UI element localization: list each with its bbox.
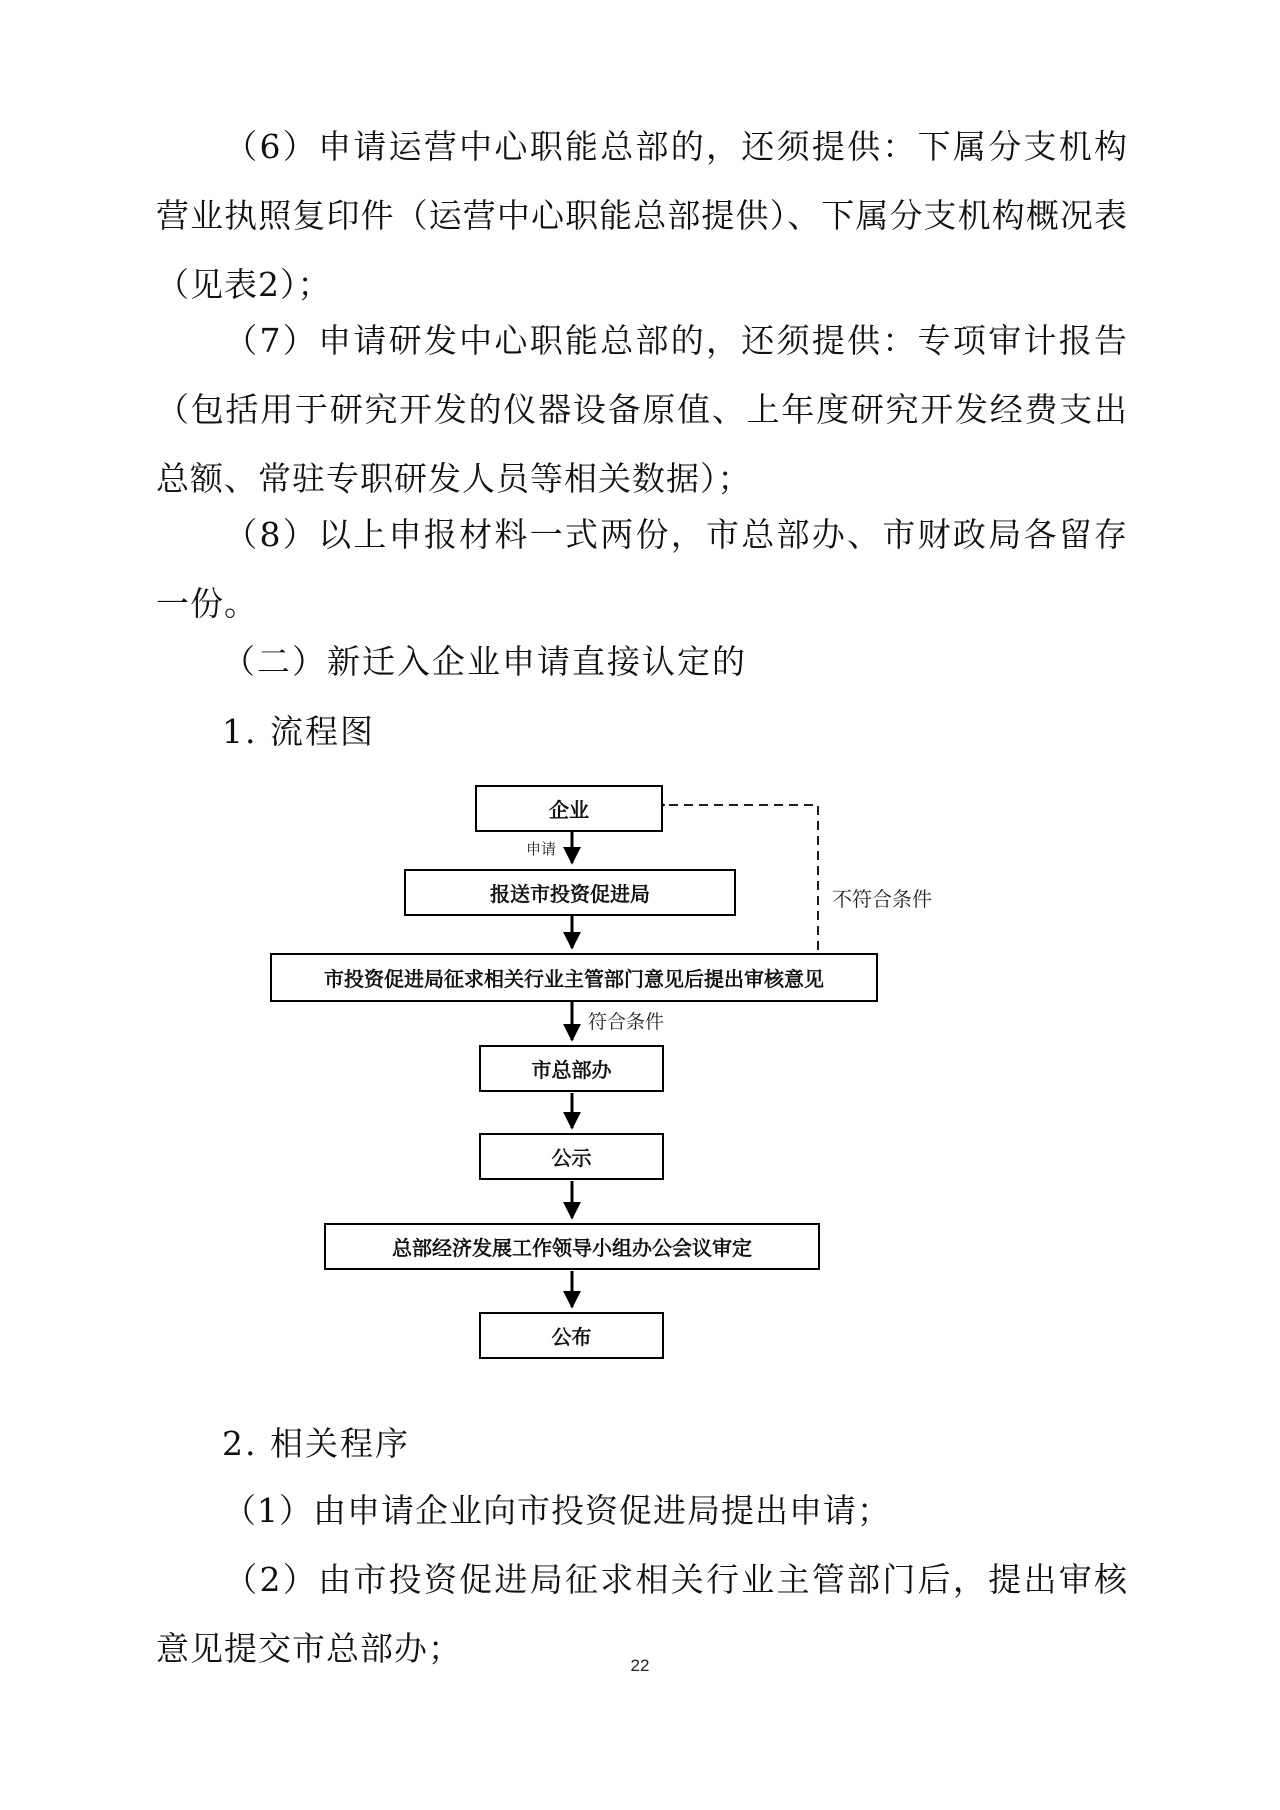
flow-box-review: 市投资促进局征求相关行业主管部门意见后提出审核意见 [270, 953, 878, 1002]
subsection-title-procedure: 2. 相关程序 [222, 1424, 410, 1463]
subsection-title-flowchart: 1. 流程图 [222, 712, 375, 751]
flow-box-hq-office: 市总部办 [479, 1045, 664, 1092]
flow-box-publicity: 公示 [479, 1133, 664, 1180]
flow-label-not-qualified: 不符合条件 [832, 887, 932, 911]
paragraph-text: （6）申请运营中心职能总部的，还须提供：下属分支机构营业执照复印件（运营中心职能总部提供）、下属分支机构概况表（见表2）； [156, 127, 1128, 304]
flow-label-apply: 申请 [526, 840, 557, 858]
procedure-step-1 [156, 1476, 1128, 1545]
flow-box-meeting: 总部经济发展工作领导小组办公会议审定 [324, 1223, 820, 1270]
flow-box-enterprise: 企业 [475, 785, 663, 832]
flow-box-submit: 报送市投资促进局 [404, 869, 736, 916]
procedure-text: （1）由申请企业向市投资促进局提出申请； [223, 1491, 891, 1530]
section-title: （二）新迁入企业申请直接认定的 [222, 642, 747, 681]
flow-box-publish: 公布 [479, 1312, 664, 1359]
flow-label-qualified: 符合条件 [588, 1011, 665, 1033]
paragraph-text: （7）申请研发中心职能总部的，还须提供：专项审计报告（包括用于研究开发的仪器设备原值、上年度研究开发经费支出总额、常驻专职研发人员等相关数据）； [156, 321, 1128, 498]
page-number: 22 [630, 1656, 650, 1675]
procedure-text: （2）由市投资促进局征求相关行业主管部门后，提出审核意见提交市总部办； [156, 1560, 1128, 1668]
paragraph-text: （8）以上申报材料一式两份，市总部办、市财政局各留存一份。 [156, 515, 1128, 623]
